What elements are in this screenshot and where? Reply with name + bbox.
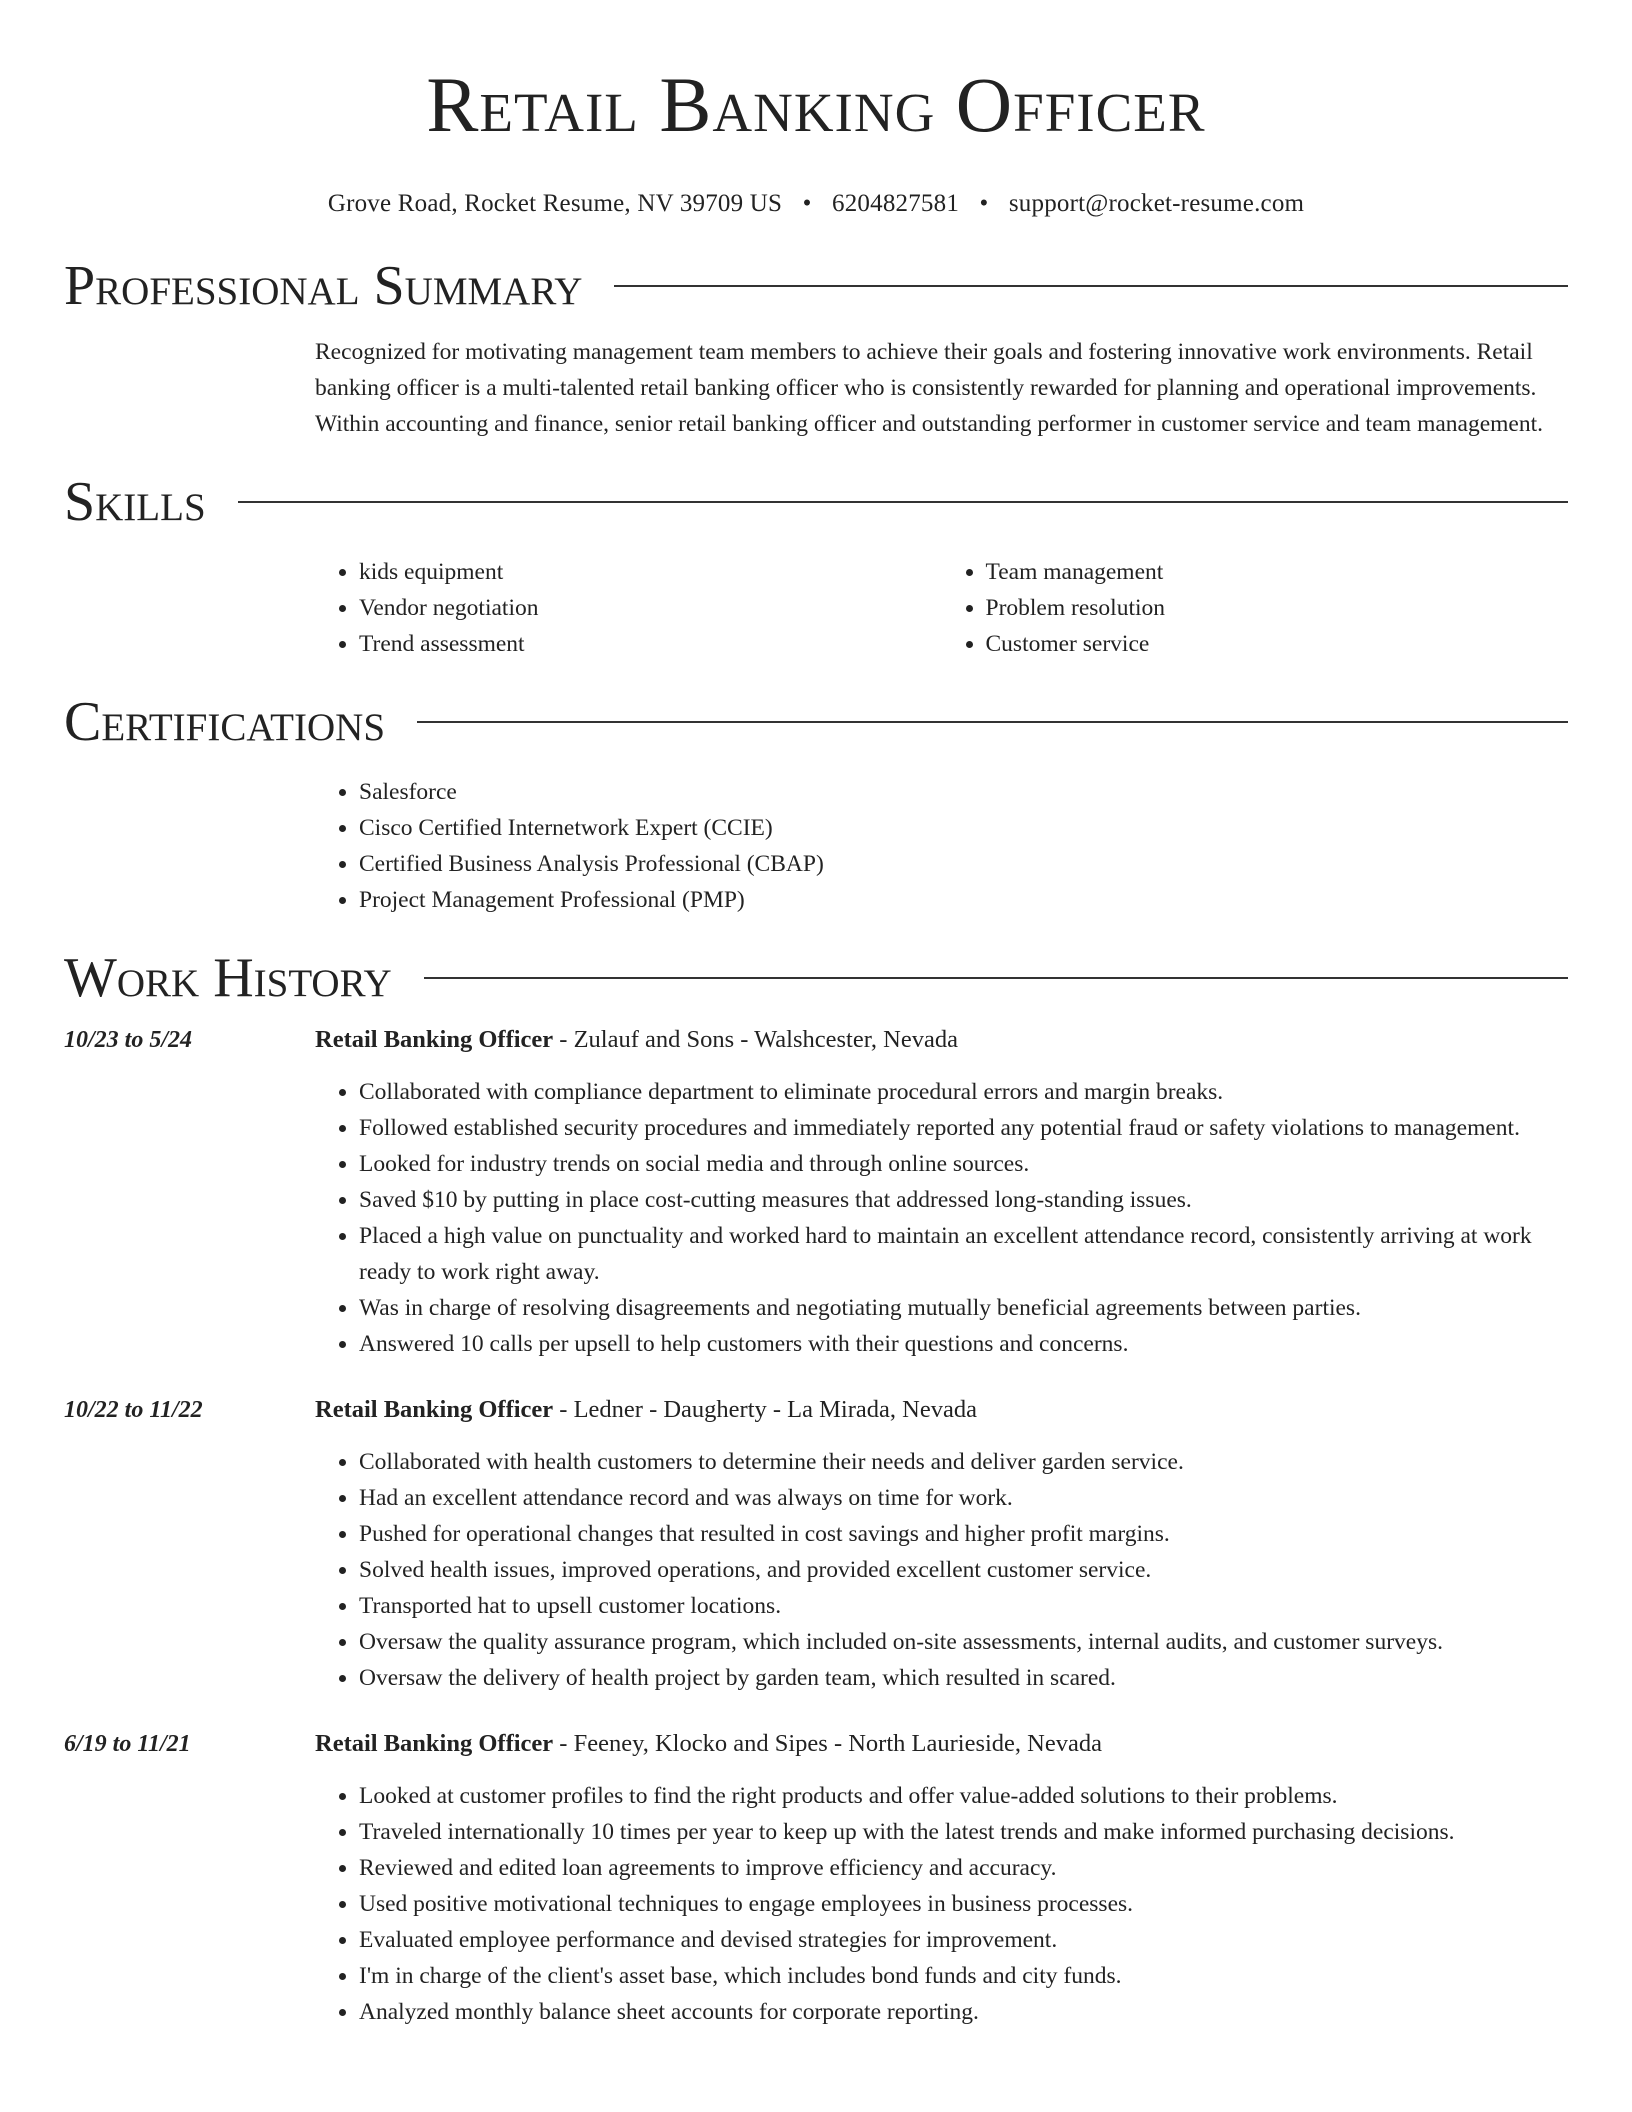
certification-item: • Project Management Professional (PMP) bbox=[359, 882, 1568, 918]
job-body bbox=[315, 1022, 1568, 1362]
job-bullet: • Saved $10 by putting in place cost-cutting measures that addressed long-standing issues. bbox=[359, 1182, 1568, 1218]
skill-item: • Customer service bbox=[986, 626, 1569, 662]
job-bullet: • Used positive motivational techniques to engage employees in business processes. bbox=[359, 1886, 1568, 1922]
job-bullet: • Followed established security procedures and immediately reported any potential fraud or safety violations to management. bbox=[359, 1110, 1568, 1146]
skill-item: • Vendor negotiation bbox=[359, 590, 942, 626]
section-divider bbox=[417, 721, 1568, 723]
resume-page bbox=[64, 0, 1568, 2030]
contact-phone: 6204827581 bbox=[832, 190, 960, 217]
section-divider bbox=[238, 501, 1568, 503]
job-title: Retail Banking Officer bbox=[315, 1396, 554, 1423]
skills-list-right bbox=[942, 554, 1569, 662]
summary-title: Professional Summary bbox=[64, 255, 583, 317]
summary-text: Recognized for motivating management team members to achieve their goals and fostering innovative work environments. Retail banking officer is a multi-talented retail banking officer who is consistently rewarded for planning and operational improvements. Within accounting and finance, senior retail banking officer and outstanding performer in customer service and team management. bbox=[315, 339, 1544, 437]
job-bullet: • Transported hat to upsell customer locations. bbox=[359, 1588, 1568, 1624]
job-dates: 6/19 to 11/21 bbox=[64, 1731, 191, 1757]
job-bullet: • Oversaw the quality assurance program, which included on-site assessments, internal audits, and customer surveys. bbox=[359, 1624, 1568, 1660]
contact-email: support@rocket-resume.com bbox=[1008, 190, 1305, 217]
job-bullet: • Was in charge of resolving disagreements and negotiating mutually beneficial agreements between parties. bbox=[359, 1290, 1568, 1326]
section-header bbox=[64, 690, 1568, 754]
job-body bbox=[315, 1392, 1568, 1696]
job-bullet: • Analyzed monthly balance sheet accounts for corporate reporting. bbox=[359, 1994, 1568, 2030]
contact-separator: • bbox=[802, 190, 812, 217]
resume-name: Retail Banking Officer bbox=[426, 61, 1206, 148]
job-bullet: • Collaborated with health customers to determine their needs and deliver garden service. bbox=[359, 1444, 1568, 1480]
certifications-list bbox=[315, 774, 1568, 918]
work-section bbox=[64, 946, 1568, 2030]
job-entry bbox=[64, 1726, 1568, 2030]
section-header bbox=[64, 254, 1568, 318]
job-bullet: • Traveled internationally 10 times per year to keep up with the latest trends and make informed purchasing decisions. bbox=[359, 1814, 1568, 1850]
job-entry bbox=[64, 1392, 1568, 1696]
job-bullets bbox=[315, 1074, 1568, 1362]
certifications-list-wrap bbox=[315, 774, 1568, 918]
job-bullet: • Pushed for operational changes that resulted in cost savings and higher profit margins. bbox=[359, 1516, 1568, 1552]
skills-grid bbox=[315, 554, 1568, 662]
certifications-title: Certifications bbox=[64, 691, 386, 753]
section-divider bbox=[614, 285, 1568, 287]
job-dates: 10/23 to 5/24 bbox=[64, 1027, 193, 1053]
contact-address: Grove Road, Rocket Resume, NV 39709 US bbox=[327, 190, 783, 217]
job-bullet: • Looked at customer profiles to find the right products and offer value-added solutions to their problems. bbox=[359, 1778, 1568, 1814]
job-dates: 10/22 to 11/22 bbox=[64, 1397, 203, 1423]
job-heading bbox=[315, 1726, 1568, 1762]
job-bullets bbox=[315, 1778, 1568, 2030]
job-heading bbox=[315, 1392, 1568, 1428]
job-bullet: • Looked for industry trends on social media and through online sources. bbox=[359, 1146, 1568, 1182]
skill-item: • kids equipment bbox=[359, 554, 942, 590]
job-bullet: • I'm in charge of the client's asset base, which includes bond funds and city funds. bbox=[359, 1958, 1568, 1994]
skill-item: • Problem resolution bbox=[986, 590, 1569, 626]
job-body bbox=[315, 1726, 1568, 2030]
skills-section bbox=[64, 470, 1568, 662]
job-company: - Zulauf and Sons - Walshcester, Nevada bbox=[553, 1026, 958, 1053]
summary-section bbox=[64, 254, 1568, 442]
certification-item: • Salesforce bbox=[359, 774, 1568, 810]
job-bullet: • Solved health issues, improved operations, and provided excellent customer service. bbox=[359, 1552, 1568, 1588]
skill-item: • Trend assessment bbox=[359, 626, 942, 662]
section-divider bbox=[424, 977, 1568, 979]
job-entry bbox=[64, 1022, 1568, 1362]
certifications-section bbox=[64, 690, 1568, 918]
job-bullet: • Collaborated with compliance department to eliminate procedural errors and margin breaks. bbox=[359, 1074, 1568, 1110]
contact-separator: • bbox=[979, 190, 989, 217]
job-bullets bbox=[315, 1444, 1568, 1696]
job-title: Retail Banking Officer bbox=[315, 1026, 554, 1053]
certification-item: • Certified Business Analysis Professional (CBAP) bbox=[359, 846, 1568, 882]
skills-title: Skills bbox=[64, 471, 206, 533]
job-title: Retail Banking Officer bbox=[315, 1730, 554, 1757]
job-bullet: • Had an excellent attendance record and was always on time for work. bbox=[359, 1480, 1568, 1516]
job-company: - Ledner - Daugherty - La Mirada, Nevada bbox=[553, 1396, 977, 1423]
job-bullet: • Placed a high value on punctuality and worked hard to maintain an excellent attendance record, consistently arriving at work ready to work right away. bbox=[359, 1218, 1568, 1290]
section-header bbox=[64, 470, 1568, 534]
job-company: - Feeney, Klocko and Sipes - North Laurieside, Nevada bbox=[553, 1730, 1102, 1757]
contact-line bbox=[64, 188, 1568, 220]
section-header bbox=[64, 946, 1568, 1010]
job-bullet: • Answered 10 calls per upsell to help customers with their questions and concerns. bbox=[359, 1326, 1568, 1362]
work-title: Work History bbox=[64, 947, 392, 1009]
skill-item: • Team management bbox=[986, 554, 1569, 590]
job-bullet: • Evaluated employee performance and devised strategies for improvement. bbox=[359, 1922, 1568, 1958]
job-heading bbox=[315, 1022, 1568, 1058]
job-bullet: • Oversaw the delivery of health project by garden team, which resulted in scared. bbox=[359, 1660, 1568, 1696]
certification-item: • Cisco Certified Internetwork Expert (CCIE) bbox=[359, 810, 1568, 846]
job-bullet: • Reviewed and edited loan agreements to improve efficiency and accuracy. bbox=[359, 1850, 1568, 1886]
skills-list-left bbox=[315, 554, 942, 662]
